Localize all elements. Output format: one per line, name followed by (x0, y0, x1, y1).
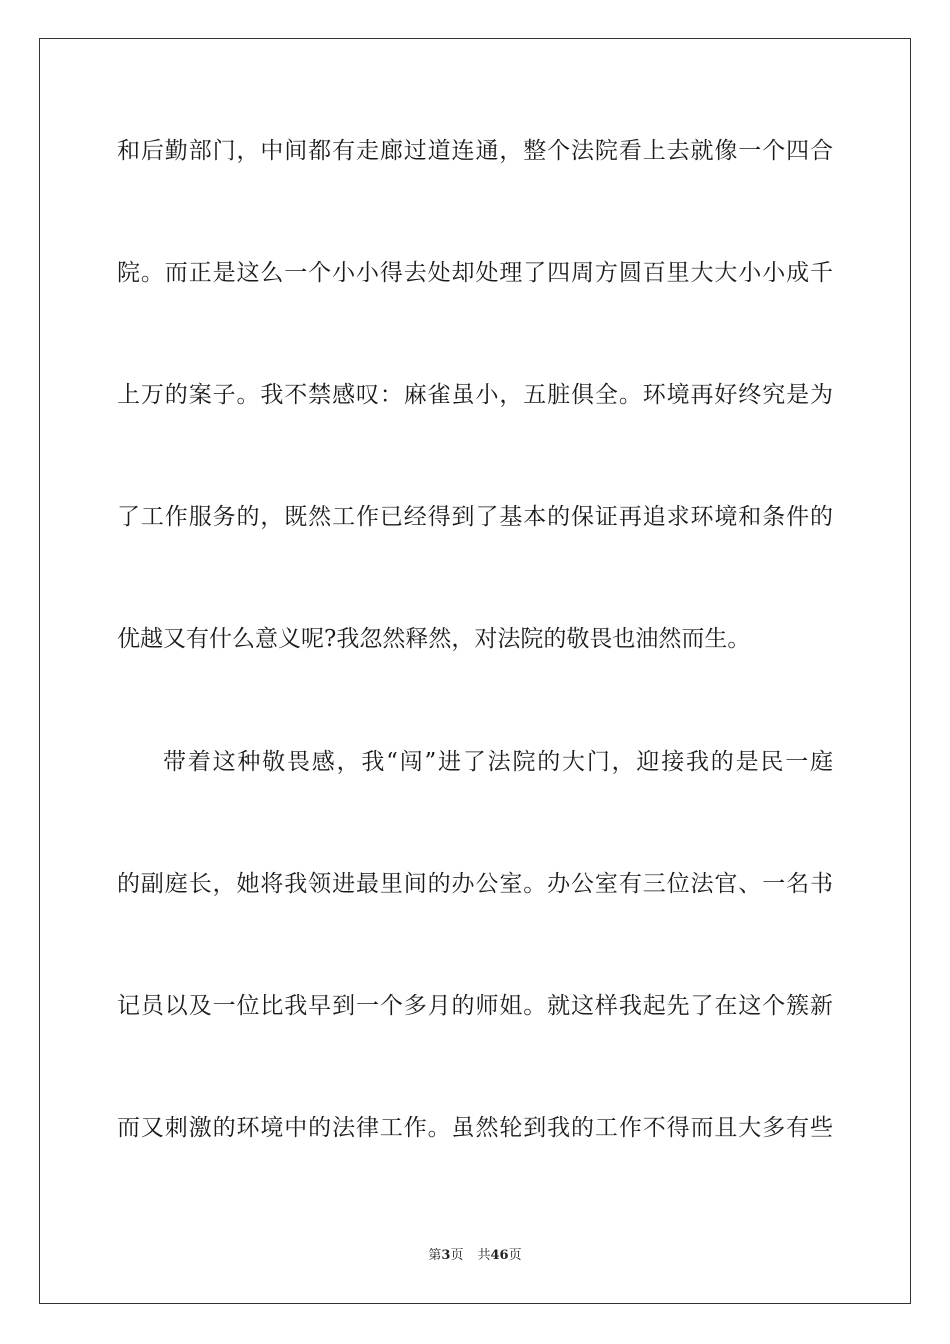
paragraph-line: 和后勤部门，中间都有走廊过道连通，整个法院看上去就像一个四合 (117, 138, 833, 164)
paragraph-line: 优越又有什么意义呢?我忽然释然，对法院的敬畏也油然而生。 (117, 626, 751, 652)
page-number: 3 (441, 1248, 451, 1263)
paragraph-line: 记员以及一位比我早到一个多月的师姐。就这样我起先了在这个簇新 (117, 993, 833, 1019)
paragraph-line: 上万的案子。我不禁感叹：麻雀虽小，五脏俱全。环境再好终究是为 (117, 382, 833, 408)
paragraph-line: 而又刺激的环境中的法律工作。虽然轮到我的工作不得而且大多有些 (117, 1115, 833, 1141)
paragraph-line: 带着这种敬畏感，我“闯”进了法院的大门，迎接我的是民一庭 (163, 749, 833, 775)
total-pages-label: 共46页 (477, 1248, 522, 1263)
page-footer (0, 1247, 950, 1265)
paragraph-line: 院。而正是这么一个小小得去处却处理了四周方圆百里大大小小成千 (117, 260, 833, 286)
paragraph-line: 的副庭长，她将我领进最里间的办公室。办公室有三位法官、一名书 (117, 871, 833, 897)
total-pages: 46 (490, 1248, 509, 1263)
page-label: 第3页 (428, 1248, 464, 1263)
paragraph-line: 了工作服务的，既然工作已经得到了基本的保证再追求环境和条件的 (117, 504, 833, 530)
